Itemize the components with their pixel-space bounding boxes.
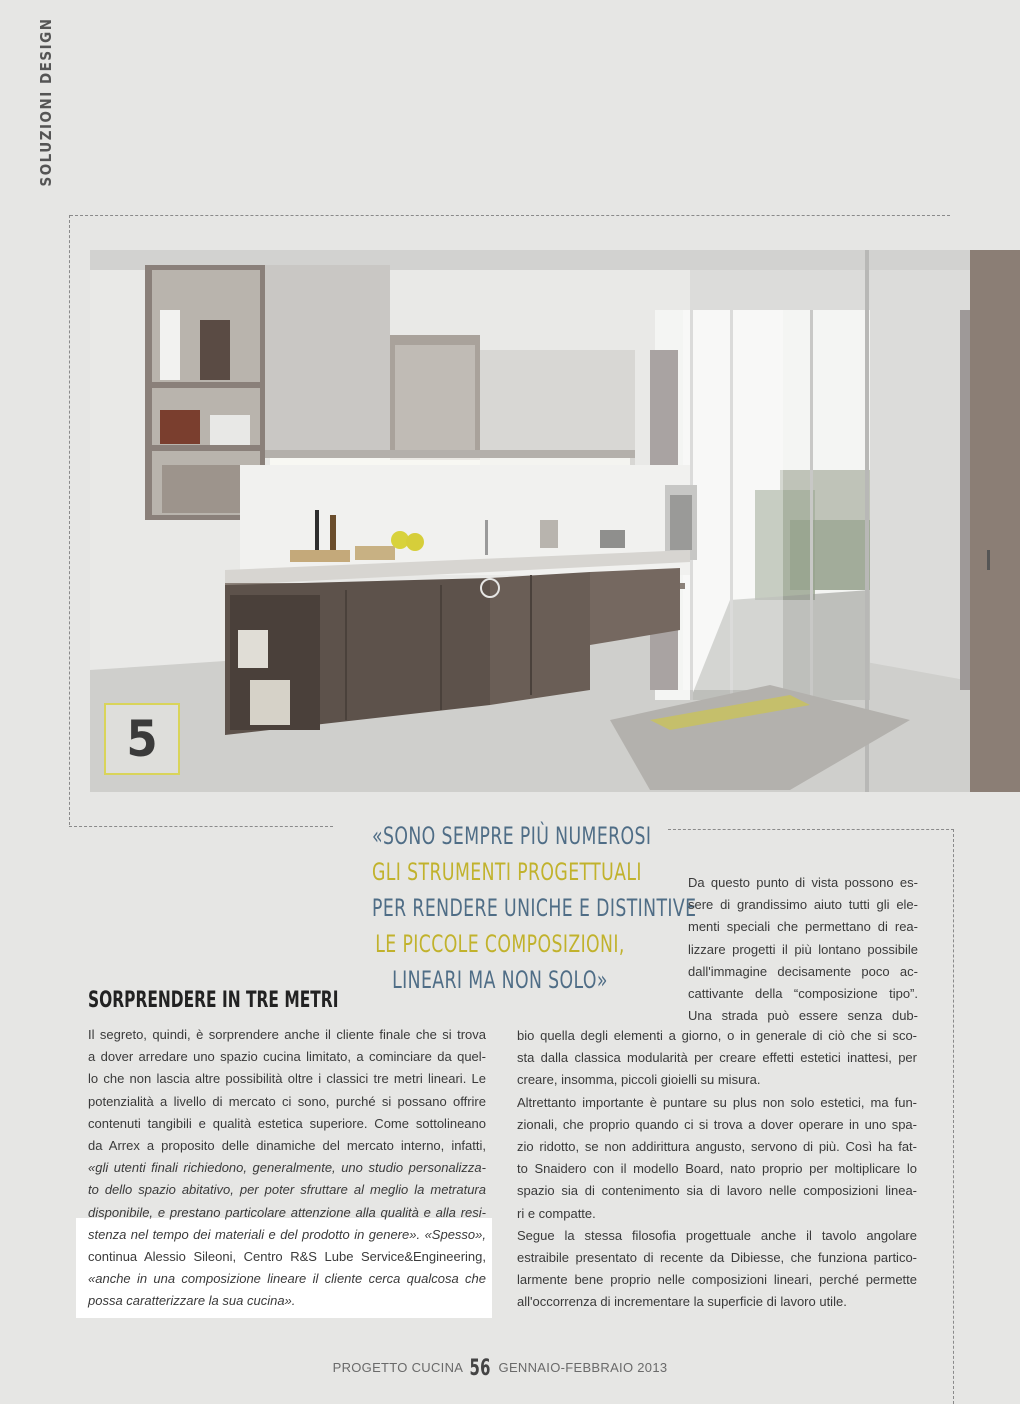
quote-text: «anche in una composizione lineare il cliente cerca qualcosa che <box>88 1271 486 1287</box>
text-line: spazio sia di contenimento sia di lavoro nelle composizioni linea- <box>517 1183 917 1199</box>
quote-line <box>88 1268 486 1290</box>
quote-text: disponibile, e prestano particolare attenzione alla qualità e alla resi- <box>88 1204 486 1220</box>
quote-line <box>88 1290 486 1312</box>
text-line: sere di grandissimo aiuto tutti gli ele- <box>688 897 918 913</box>
section-tag-text: SOLUZIONI DESIGN <box>37 17 55 187</box>
section-heading: SORPRENDERE IN TRE METRI <box>88 988 339 1013</box>
quote-text: «gli utenti finali richiedono, generalmente, uno studio personalizza- <box>88 1160 486 1176</box>
quote-text: to dello spazio abitativo, per poter sfruttare al meglio la metratura <box>88 1182 486 1198</box>
text-line: menti speciali che permettano di rea- <box>688 919 918 935</box>
text-line: continua Alessio Sileoni, Centro R&S Lube Service&Engineering, <box>88 1248 486 1264</box>
pull-quote <box>340 818 697 998</box>
photo-number-badge: 5 <box>104 703 180 775</box>
text-line: zionali, che proprio quando ci si trova a dover operare in uno spa- <box>517 1116 917 1132</box>
quote-line <box>88 1224 486 1246</box>
frame-left-line <box>69 215 70 825</box>
quote-line <box>88 1157 486 1179</box>
text-line: sta dalla classica modularità per creare effetti estetici inattesi, per <box>517 1050 917 1066</box>
frame-top-line <box>70 215 950 216</box>
text-line: lizzare progetti il più lontano possibile <box>688 941 918 957</box>
text-line: cattivante della “composizione tipo”. <box>688 985 918 1001</box>
frame-bottom-right-line <box>668 829 954 830</box>
pull-quote-line: LE PICCOLE COMPOSIZIONI, <box>375 930 625 958</box>
frame-right-line <box>953 829 954 1404</box>
quote-line <box>88 1179 486 1201</box>
issue-date: GENNAIO-FEBBRAIO 2013 <box>498 1360 668 1375</box>
quote-text: possa caratterizzare la sua cucina». <box>88 1293 296 1309</box>
text-line: Altrettanto importante è puntare su plus non solo estetici, ma fun- <box>517 1094 917 1110</box>
magazine-name: PROGETTO CUCINA <box>332 1360 463 1375</box>
left-column <box>88 1024 486 1312</box>
page-footer <box>0 1356 1000 1381</box>
text-line: potenzialità a livello di mercato ci sono, purché si possano offrire <box>88 1093 486 1109</box>
page-number: 56 <box>469 1356 492 1381</box>
text-line: lo che non lascia altre possibilità oltre i classici tre metri lineari. Le <box>88 1071 486 1087</box>
pull-quote-line: PER RENDERE UNICHE E DISTINTIVE <box>372 894 697 922</box>
text-line: bio quella degli elementi a giorno, o in generale di ciò che si sco- <box>517 1028 917 1043</box>
pull-quote-line: LINEARI MA NON SOLO» <box>392 966 608 994</box>
text-line: to Snaidero con il modello Board, nato proprio per moltiplicare lo <box>517 1161 917 1177</box>
kitchen-photo <box>90 250 1020 792</box>
right-column <box>517 1025 917 1313</box>
right-top-column <box>688 872 918 1027</box>
text-line: creare, insomma, piccoli gioielli su misura. <box>517 1072 761 1088</box>
quote-text: stenza nel tempo dei materiali e del prodotto in genere». <box>88 1226 421 1242</box>
quote-line <box>88 1202 486 1224</box>
frame-bottom-left-line <box>69 826 333 827</box>
text-line: da Arrex a proposito delle dinamiche del mercato interno, infatti, <box>88 1137 486 1153</box>
text-line: Segue la stessa filosofia progettuale anche il tavolo angolare <box>517 1227 917 1243</box>
text-line: Il segreto, quindi, è sorprendere anche il cliente finale che si trova <box>88 1027 486 1042</box>
text-line: all'occorrenza di incrementare la superficie di lavoro utile. <box>517 1294 847 1310</box>
text-line: larmente bene proprio nelle composizioni lineari, perché permette <box>517 1272 917 1288</box>
pull-quote-line: «SONO SEMPRE PIÙ NUMEROSI <box>372 822 652 850</box>
text-line: Una strada può essere senza dub- <box>688 1008 918 1024</box>
pull-quote-line: GLI STRUMENTI PROGETTUALI <box>372 858 642 886</box>
text-line: ri e compatte. <box>517 1205 596 1221</box>
quote-text: «Spesso», <box>424 1226 486 1242</box>
text-line: a dover arredare uno spazio cucina limitato, a cominciare da quel- <box>88 1049 486 1065</box>
text-line: Da questo punto di vista possono es- <box>688 875 918 890</box>
text-line: dall'immagine decisamente poco ac- <box>688 963 918 979</box>
text-line: zio ridotto, se non addirittura angusto, servono di più. Così ha fat- <box>517 1138 917 1154</box>
section-tag <box>30 17 62 187</box>
text-line: contenuti tangibili e qualità estetica superiore. Come sottolineano <box>88 1115 486 1131</box>
text-line: estraibile presentato di recente da Dibiesse, che funziona partico- <box>517 1249 917 1265</box>
